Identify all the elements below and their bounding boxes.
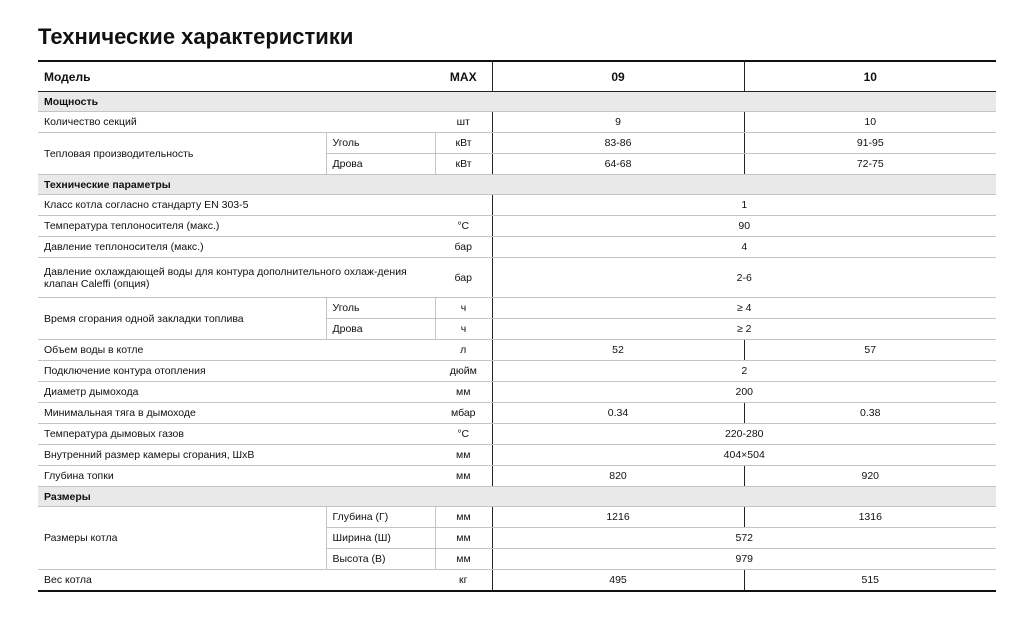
row-value-09: 83-86: [492, 133, 744, 154]
row-label: Давление теплоносителя (макс.): [38, 237, 435, 258]
row-sublabel: Дрова: [326, 154, 435, 175]
table-row: [38, 403, 996, 424]
row-value-both: 4: [492, 237, 996, 258]
header-model: Модель: [38, 61, 435, 92]
row-value-10: 10: [744, 112, 996, 133]
row-value-10: 515: [744, 570, 996, 592]
row-unit: бар: [435, 258, 492, 298]
specs-table: [38, 60, 996, 592]
row-label: Класс котла согласно стандарту EN 303-5: [38, 195, 492, 216]
row-label: Внутренний размер камеры сгорания, ШxВ: [38, 445, 435, 466]
table-row: [38, 195, 996, 216]
table-row: [38, 382, 996, 403]
section-dims: Размеры: [38, 487, 996, 507]
row-unit: мм: [435, 549, 492, 570]
row-value-both: 200: [492, 382, 996, 403]
table-row: [38, 466, 996, 487]
row-unit: °C: [435, 216, 492, 237]
header-model-09: 09: [492, 61, 744, 92]
header-model-10: 10: [744, 61, 996, 92]
table-header-row: [38, 61, 996, 92]
row-label: Вес котла: [38, 570, 435, 592]
row-label: Время сгорания одной закладки топлива: [38, 298, 326, 340]
row-value-both: 2: [492, 361, 996, 382]
table-row: [38, 570, 996, 592]
row-unit: мм: [435, 507, 492, 528]
header-max: MAX: [435, 61, 492, 92]
row-unit: мм: [435, 466, 492, 487]
table-row: [38, 258, 996, 298]
row-unit: шт: [435, 112, 492, 133]
section-row: [38, 487, 996, 507]
row-value-10: 1316: [744, 507, 996, 528]
row-unit: л: [435, 340, 492, 361]
row-label: Диаметр дымохода: [38, 382, 435, 403]
section-power: Мощность: [38, 92, 996, 112]
row-unit: кВт: [435, 133, 492, 154]
row-value-10: 57: [744, 340, 996, 361]
row-value-09: 495: [492, 570, 744, 592]
row-value-both: 2-6: [492, 258, 996, 298]
table-row: [38, 445, 996, 466]
row-value-both: 90: [492, 216, 996, 237]
table-row: [38, 298, 996, 319]
row-value-09: 820: [492, 466, 744, 487]
row-unit: кг: [435, 570, 492, 592]
row-label: Глубина топки: [38, 466, 435, 487]
row-sublabel: Дрова: [326, 319, 435, 340]
row-value-09: 9: [492, 112, 744, 133]
row-value-10: 72-75: [744, 154, 996, 175]
row-value-09: 0.34: [492, 403, 744, 424]
row-unit: мбар: [435, 403, 492, 424]
row-value-both: 220-280: [492, 424, 996, 445]
row-label: Размеры котла: [38, 507, 326, 570]
section-row: [38, 175, 996, 195]
row-label: Подключение контура отопления: [38, 361, 435, 382]
row-value-both: 572: [492, 528, 996, 549]
row-sublabel: Высота (В): [326, 549, 435, 570]
table-row: [38, 424, 996, 445]
row-sublabel: Глубина (Г): [326, 507, 435, 528]
row-unit: ч: [435, 319, 492, 340]
row-label: Минимальная тяга в дымоходе: [38, 403, 435, 424]
row-label: Давление охлаждающей воды для контура дополнительного охлаж-дения клапан Caleffi (опция): [38, 258, 435, 298]
row-unit: дюйм: [435, 361, 492, 382]
row-value-both: 1: [492, 195, 996, 216]
row-unit: бар: [435, 237, 492, 258]
row-value-both: 404×504: [492, 445, 996, 466]
row-value-10: 91-95: [744, 133, 996, 154]
row-value-both: ≥ 4: [492, 298, 996, 319]
table-row: [38, 237, 996, 258]
row-value-10: 0.38: [744, 403, 996, 424]
row-unit: мм: [435, 528, 492, 549]
page-title: Технические характеристики: [38, 24, 354, 49]
row-value-09: 52: [492, 340, 744, 361]
row-unit: ч: [435, 298, 492, 319]
row-value-09: 1216: [492, 507, 744, 528]
row-value-09: 64-68: [492, 154, 744, 175]
row-label: Тепловая производительность: [38, 133, 326, 175]
table-row: [38, 216, 996, 237]
row-unit: °C: [435, 424, 492, 445]
row-sublabel: Ширина (Ш): [326, 528, 435, 549]
row-label: Температура дымовых газов: [38, 424, 435, 445]
section-row: [38, 92, 996, 112]
row-sublabel: Уголь: [326, 133, 435, 154]
row-label: Температура теплоносителя (макс.): [38, 216, 435, 237]
row-unit: мм: [435, 445, 492, 466]
row-unit: мм: [435, 382, 492, 403]
row-sublabel: Уголь: [326, 298, 435, 319]
section-tech: Технические параметры: [38, 175, 996, 195]
table-row: [38, 507, 996, 528]
table-row: [38, 340, 996, 361]
row-value-10: 920: [744, 466, 996, 487]
row-unit: кВт: [435, 154, 492, 175]
table-row: [38, 133, 996, 154]
row-value-both: ≥ 2: [492, 319, 996, 340]
row-value-both: 979: [492, 549, 996, 570]
row-label: Объем воды в котле: [38, 340, 435, 361]
row-label: Количество секций: [38, 112, 435, 133]
table-row: [38, 112, 996, 133]
table-row: [38, 361, 996, 382]
